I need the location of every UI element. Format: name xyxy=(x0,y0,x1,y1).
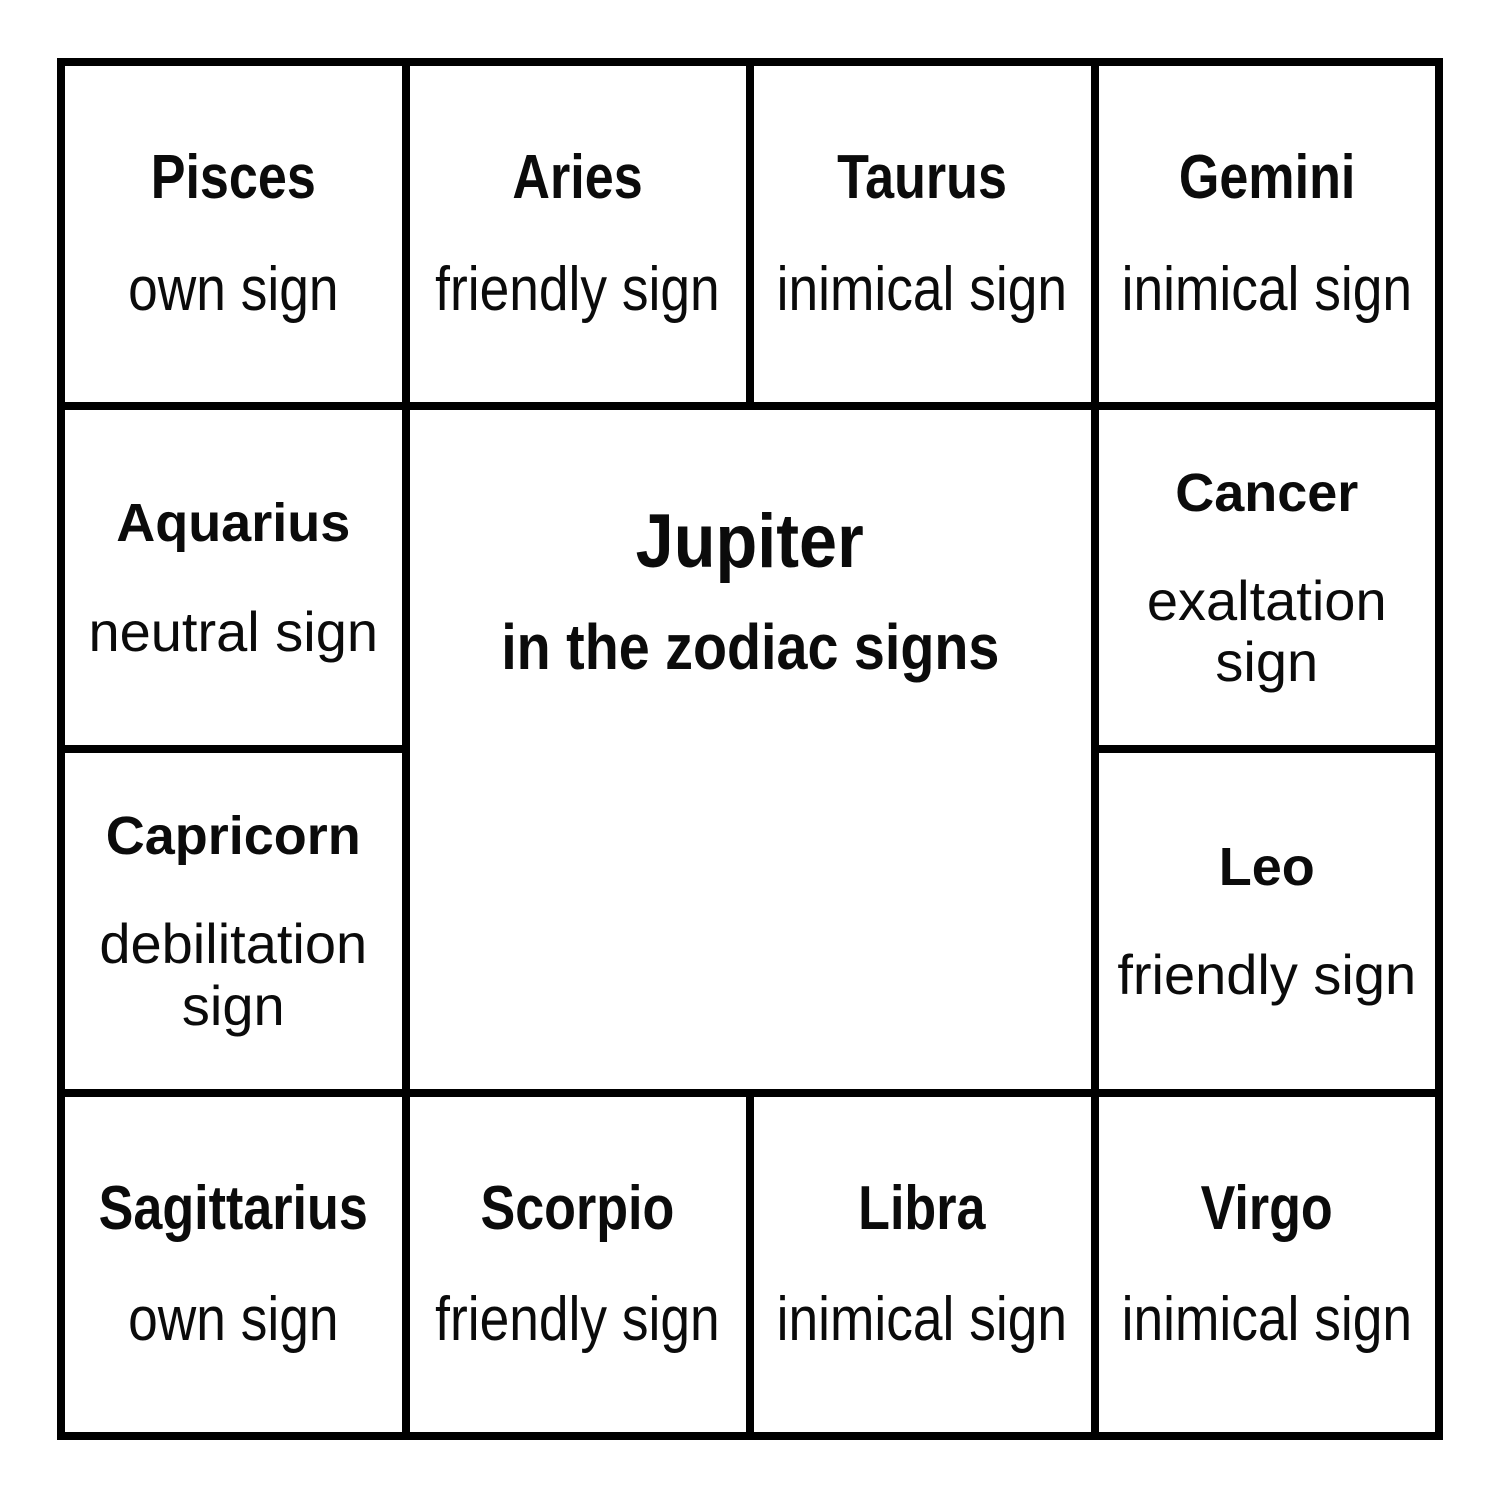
diagram-title xyxy=(623,498,876,585)
cell-libra xyxy=(754,1097,1091,1433)
sign-name-text: Aries xyxy=(512,143,643,213)
sign-name-text: Leo xyxy=(1218,836,1315,897)
sign-name-text: Libra xyxy=(858,1173,986,1243)
sign-name-text: Aquarius xyxy=(116,493,351,554)
sign-status-text: debilitation sign xyxy=(99,912,368,1037)
sign-status-text: own sign xyxy=(128,254,339,324)
sign-name-capricorn xyxy=(106,805,361,867)
sign-name-text: Pisces xyxy=(150,143,316,213)
cell-sagittarius xyxy=(65,1097,402,1433)
cell-aries xyxy=(410,66,747,402)
sign-status-text: inimical sign xyxy=(777,1285,1068,1355)
sign-name-pisces xyxy=(135,142,332,213)
sign-status-taurus xyxy=(754,254,1091,325)
sign-name-text: Sagittarius xyxy=(98,1173,368,1243)
sign-status-pisces xyxy=(111,254,356,325)
sign-name-taurus xyxy=(821,142,1023,213)
sign-name-text: Scorpio xyxy=(480,1173,675,1243)
sign-status-text: inimical sign xyxy=(777,254,1068,324)
sign-status-scorpio xyxy=(412,1284,743,1355)
sign-name-sagittarius xyxy=(73,1173,393,1244)
sign-name-text: Cancer xyxy=(1175,462,1359,523)
sign-status-libra xyxy=(754,1284,1091,1355)
cell-aquarius xyxy=(65,410,402,746)
sign-name-cancer xyxy=(1175,462,1358,524)
sign-name-scorpio xyxy=(462,1173,693,1244)
cell-pisces xyxy=(65,66,402,402)
sign-status-text: inimical sign xyxy=(1121,254,1412,324)
cell-leo xyxy=(1099,753,1436,1089)
sign-name-text: Virgo xyxy=(1200,1173,1333,1243)
cell-gemini xyxy=(1099,66,1436,402)
sign-status-leo xyxy=(1117,944,1416,1006)
sign-status-aries xyxy=(412,254,743,325)
sign-name-text: Taurus xyxy=(837,143,1008,213)
sign-status-text: neutral sign xyxy=(88,599,378,663)
sign-name-text: Capricorn xyxy=(105,806,361,867)
sign-status-text: inimical sign xyxy=(1121,1285,1412,1355)
sign-name-libra xyxy=(846,1173,998,1244)
sign-status-text: friendly sign xyxy=(1117,943,1417,1006)
cell-taurus xyxy=(754,66,1091,402)
cell-virgo xyxy=(1099,1097,1436,1433)
sign-status-gemini xyxy=(1099,254,1436,325)
cell-scorpio xyxy=(410,1097,747,1433)
sign-status-text: own sign xyxy=(128,1285,339,1355)
sign-name-aries xyxy=(500,142,655,213)
sign-name-leo xyxy=(1219,836,1315,898)
sign-name-aquarius xyxy=(116,492,350,554)
sign-status-capricorn xyxy=(77,913,389,1036)
cell-capricorn xyxy=(65,753,402,1089)
sign-status-virgo xyxy=(1099,1284,1436,1355)
sign-name-virgo xyxy=(1188,1173,1345,1244)
cell-cancer xyxy=(1099,410,1436,746)
diagram-title-text: Jupiter xyxy=(635,498,865,584)
sign-status-text: friendly sign xyxy=(435,1285,720,1355)
diagram-subtitle-text: in the zodiac signs xyxy=(500,610,1000,683)
zodiac-grid xyxy=(57,58,1443,1440)
diagram-subtitle xyxy=(464,611,1037,685)
sign-name-gemini xyxy=(1162,142,1372,213)
sign-status-sagittarius xyxy=(111,1284,356,1355)
center-title-cell xyxy=(410,410,1091,1089)
sign-name-text: Gemini xyxy=(1178,143,1356,213)
sign-status-text: exaltation sign xyxy=(1146,568,1387,694)
sign-status-cancer xyxy=(1111,570,1423,693)
sign-status-aquarius xyxy=(88,601,378,663)
sign-status-text: friendly sign xyxy=(435,254,720,324)
